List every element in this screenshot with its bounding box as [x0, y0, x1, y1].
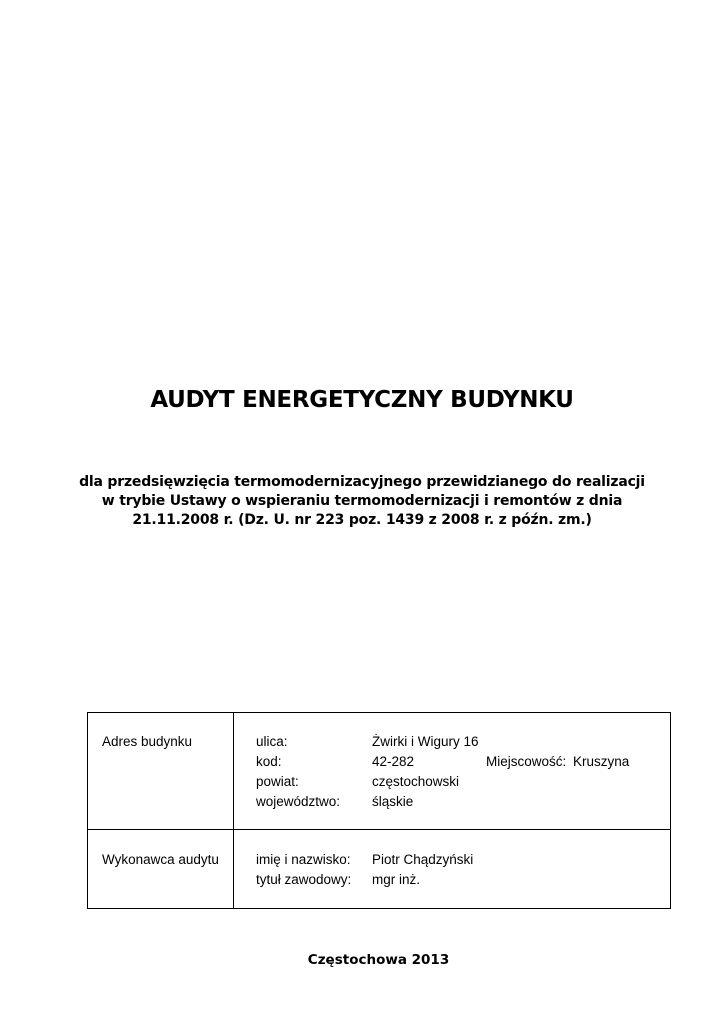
column-divider	[233, 830, 234, 908]
city-label: Miejscowość:	[486, 754, 567, 769]
subtitle-line-2: w trybie Ustawy o wspieraniu termomodernizacji i remontów z dnia	[101, 493, 623, 509]
document-subtitle	[60, 473, 664, 530]
info-table	[87, 712, 671, 909]
auditor-row	[88, 830, 670, 908]
street-value: Żwirki i Wigury 16	[372, 734, 479, 749]
postal-code-label: kod:	[256, 754, 282, 769]
address-section-label: Adres budynku	[102, 734, 193, 749]
voivodeship-value: śląskie	[372, 794, 414, 809]
auditor-name-label: imię i nazwisko:	[256, 852, 351, 867]
subtitle-line-1: dla przedsięwzięcia termomodernizacyjnego przewidzianego do realizacji	[79, 474, 645, 490]
subtitle-line-3: 21.11.2008 r. (Dz. U. nr 223 poz. 1439 z 2008 r. z późn. zm.)	[132, 512, 592, 528]
address-row	[88, 713, 670, 830]
county-label: powiat:	[256, 774, 299, 789]
column-divider	[233, 713, 234, 829]
voivodeship-label: województwo:	[256, 794, 341, 809]
auditor-section-label: Wykonawca audytu	[102, 852, 219, 867]
county-value: częstochowski	[372, 774, 460, 789]
city-value: Kruszyna	[573, 754, 630, 769]
street-label: ulica:	[256, 734, 288, 749]
auditor-name-value: Piotr Chądzyński	[372, 852, 474, 867]
document-title: AUDYT ENERGETYCZNY BUDYNKU	[150, 387, 574, 413]
auditor-title-value: mgr inż.	[372, 872, 421, 887]
document-footer: Częstochowa 2013	[307, 952, 450, 968]
auditor-title-label: tytuł zawodowy:	[256, 872, 352, 887]
postal-code-value: 42-282	[372, 754, 415, 769]
